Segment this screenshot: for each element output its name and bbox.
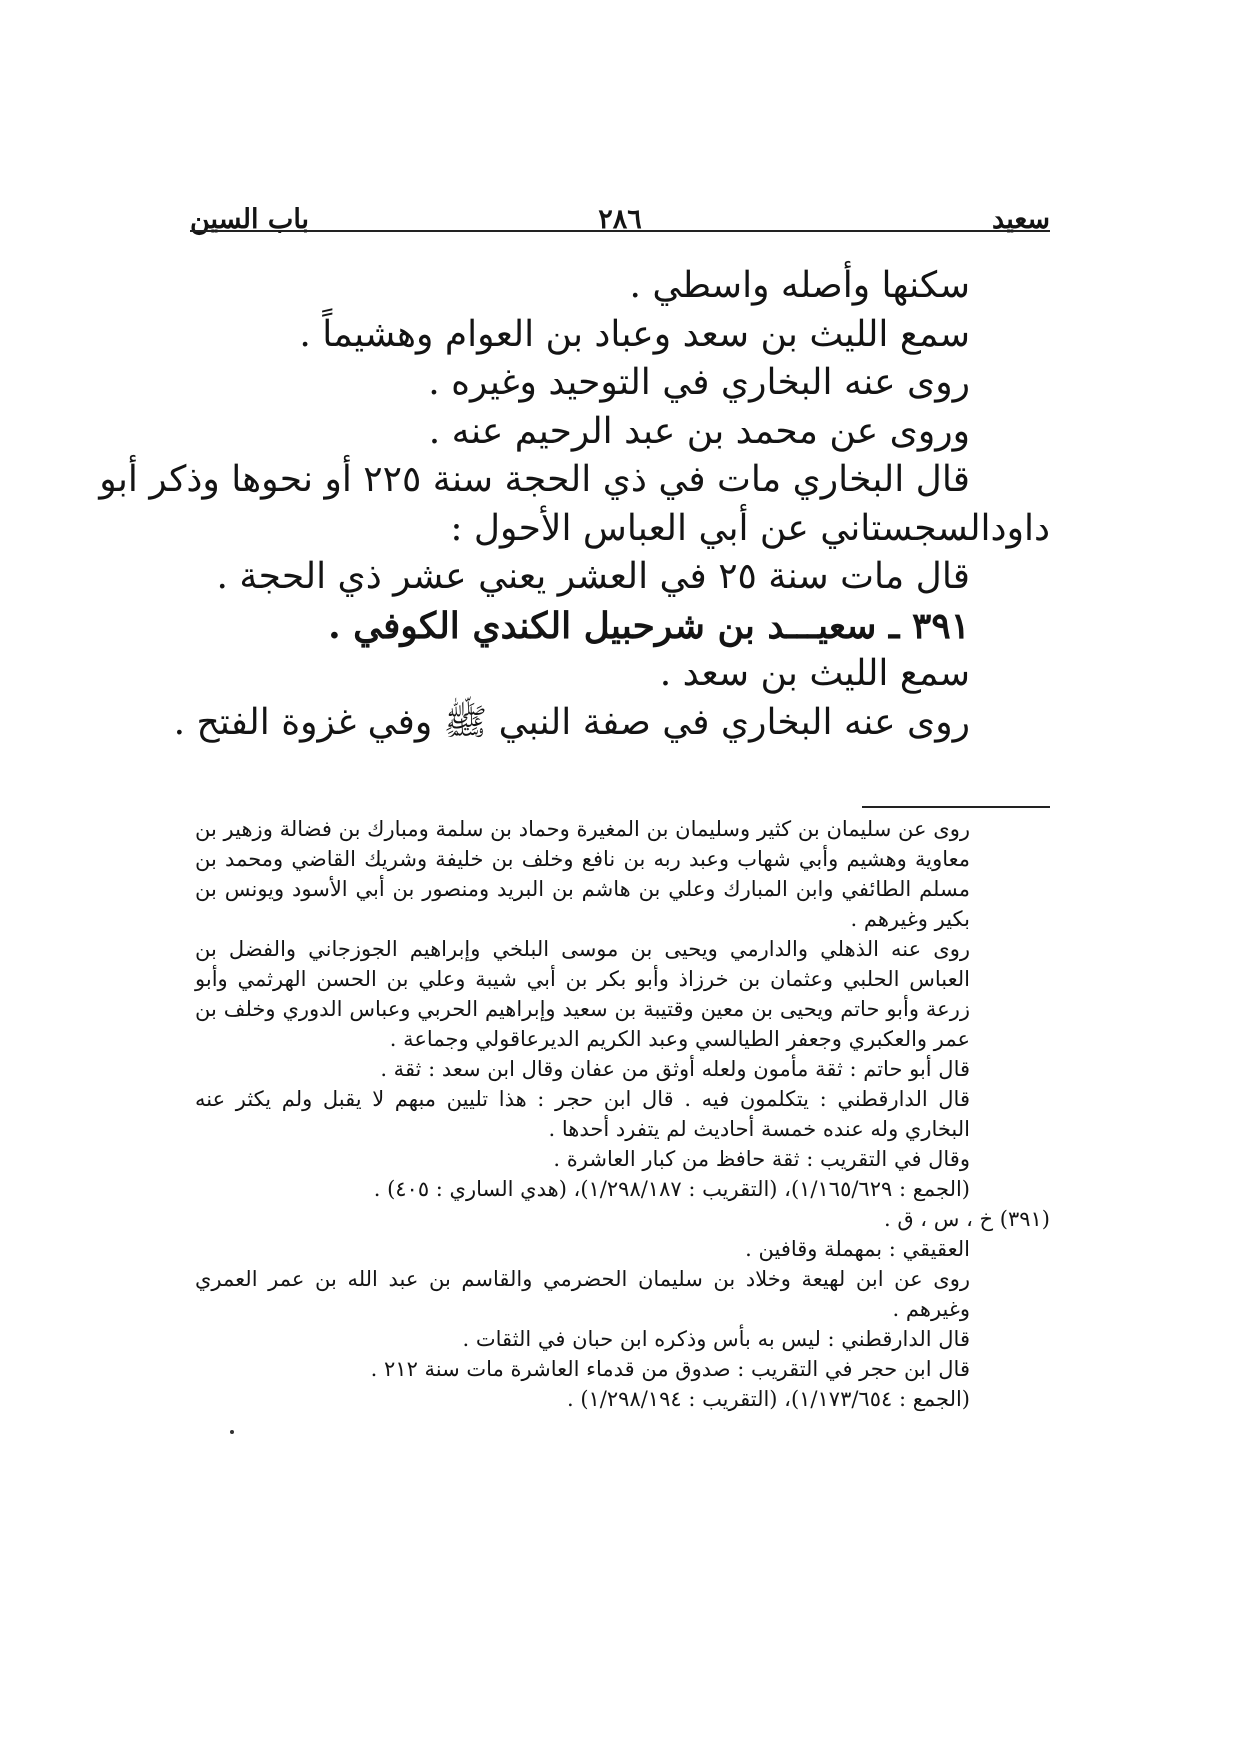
footnote-separator xyxy=(862,806,1050,808)
header-chapter-title: باب السين xyxy=(190,204,310,235)
footnote-entry-391: (٣٩١) خ ، س ، ق . xyxy=(883,1207,1050,1231)
footnote-citation: (الجمع : ١/١٧٣/٦٥٤)، (التقريب : ١/٢٩٨/١٩٤) . xyxy=(566,1387,970,1411)
main-line: قال مات سنة ٢٥ في العشر يعني عشر ذي الحجة . xyxy=(216,556,970,597)
main-line: وروى عن محمد بن عبد الرحيم عنه . xyxy=(428,410,970,452)
footnote-paragraph: روى عنه الذهلي والدارمي ويحيى بن موسى البلخي وإبراهيم الجوزجاني والفضل بن العباس الحلبي وعثمان بن خرزاذ وأبو بكر بن أبي شيبة وعلي بن الحسن الهرثمي وأبو زرعة وأبو حاتم ويحيى بن معين وقتيبة بن سعيد وإبراهيم الحربي وعباس الدوري وخلف بن عمر والعكبري وجعفر الطيالسي وعبد الكريم الديرعاقولي وجماعة . xyxy=(195,937,970,1051)
entry-heading-391: ٣٩١ ـ سعيـــد بن شرحبيل الكندي الكوفي . xyxy=(328,604,970,647)
main-line: روى عنه البخاري في صفة النبي ﷺ وفي غزوة الفتح . xyxy=(173,701,970,743)
main-line: داودالسجستاني عن أبي العباس الأحول : xyxy=(450,507,1050,549)
footnote-paragraph: قال أبو حاتم : ثقة مأمون ولعله أوثق من عفان وقال ابن سعد : ثقة . xyxy=(380,1057,970,1081)
footnote-paragraph: وقال في التقريب : ثقة حافظ من كبار العاشرة . xyxy=(553,1147,970,1171)
main-line: سمع الليث بن سعد وعباد بن العوام وهشيماً . xyxy=(299,313,970,355)
main-line: روى عنه البخاري في التوحيد وغيره . xyxy=(428,362,970,403)
footnote-citation: (الجمع : ١/١٦٥/٦٢٩)، (التقريب : ١/٢٩٨/١٨٧)، (هدي الساري : ٤٠٥) . xyxy=(373,1177,970,1201)
header-rule xyxy=(190,230,1050,232)
main-line: سكنها وأصله واسطي . xyxy=(629,265,970,306)
footnote-paragraph: العقيقي : بمهملة وقافين . xyxy=(745,1237,970,1261)
scan-speck xyxy=(230,1430,234,1434)
page-number: ٢٨٦ xyxy=(598,204,642,235)
running-header xyxy=(190,204,1050,244)
main-line: قال البخاري مات في ذي الحجة سنة ٢٢٥ أو نحوها وذكر أبو xyxy=(99,459,970,500)
footnote-paragraph: روى عن سليمان بن كثير وسليمان بن المغيرة وحماد بن سلمة ومبارك بن فضالة وزهير بن معاوية وهشيم وأبي شهاب وعبد ربه بن نافع وخلف بن خليفة وشريك القاضي ومحمد بن مسلم الطائفي وابن المبارك وعلي بن هاشم بن البريد ومنصور بن أبي الأسود ويونس بن بكير وغيرهم . xyxy=(195,817,970,931)
footnote-paragraph: روى عن ابن لهيعة وخلاد بن سليمان الحضرمي والقاسم بن عبد الله بن عمر العمري وغيرهم . xyxy=(195,1267,970,1321)
footnote-paragraph: قال ابن حجر في التقريب : صدوق من قدماء العاشرة مات سنة ٢١٢ . xyxy=(370,1357,970,1381)
footnote-paragraph: قال الدارقطني : يتكلمون فيه . قال ابن حجر : هذا تليين مبهم لا يقبل ولم يكثر عنه البخاري وله عنده خمسة أحاديث لم يتفرد أحدها . xyxy=(195,1087,970,1141)
main-text xyxy=(99,262,1050,747)
footnotes xyxy=(195,814,1050,1414)
footnote-paragraph: قال الدارقطني : ليس به بأس وذكره ابن حبان في الثقات . xyxy=(462,1327,970,1351)
main-line: سمع الليث بن سعد . xyxy=(659,653,970,694)
header-entry-name: سعيد xyxy=(992,204,1050,235)
